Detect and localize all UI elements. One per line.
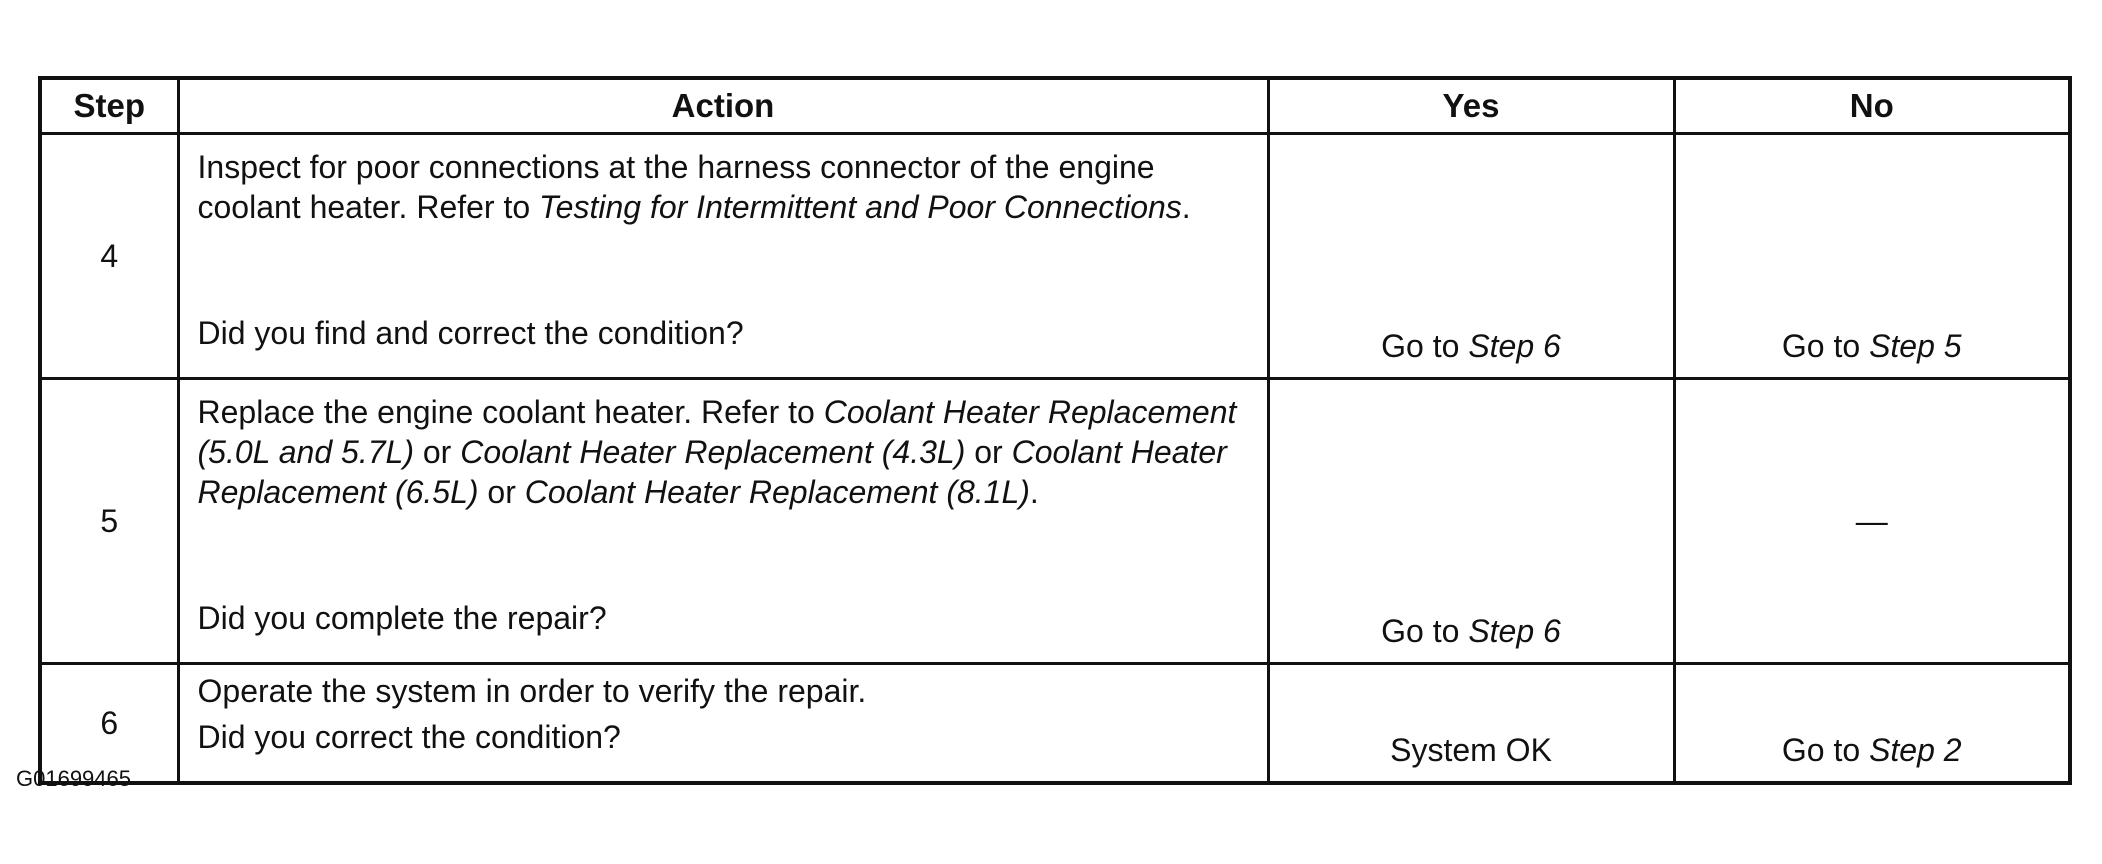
action-cell: [178, 379, 1268, 664]
no-result: [1674, 664, 2070, 784]
not-applicable-dash: —: [1855, 502, 1888, 539]
header-yes: Yes: [1268, 78, 1674, 134]
header-step: Step: [40, 78, 178, 134]
result-prefix: Go to: [1781, 732, 1870, 768]
action-question: Did you complete the repair?: [197, 600, 607, 636]
yes-result: [1268, 379, 1674, 664]
action-instruction: [198, 392, 1251, 512]
action-text: or: [478, 474, 525, 510]
header-action: Action: [178, 78, 1268, 134]
yes-result: [1268, 664, 1674, 784]
procedure-reference-link[interactable]: Coolant Heater Replacement (4.3L): [460, 434, 966, 470]
action-question: Did you find and correct the condition?: [197, 315, 744, 351]
action-text: Inspect for poor connections at the harness connector of the engine coolant heater. Refer to: [197, 149, 1155, 225]
table-row: [40, 664, 2070, 784]
table-row: [40, 379, 2070, 664]
result-prefix: Go to: [1781, 328, 1870, 364]
action-instruction: Operate the system in order to verify the repair.: [197, 673, 867, 709]
header-row: [40, 78, 2070, 134]
step-number: 5: [40, 379, 178, 664]
no-result: [1674, 379, 2070, 664]
diagnostic-table: [38, 76, 2072, 785]
procedure-reference-link[interactable]: Coolant Heater Replacement (6.5L): [197, 434, 1227, 510]
action-question: Did you correct the condition?: [197, 719, 621, 755]
result-prefix: Go to: [1381, 328, 1469, 364]
figure-code: G01699465: [16, 766, 131, 791]
result-text: System OK: [1390, 732, 1552, 768]
table-row: [40, 134, 2070, 379]
procedure-reference-link[interactable]: Testing for Intermittent and Poor Connections: [539, 189, 1182, 225]
action-instruction: [198, 147, 1251, 227]
step-number: 6: [40, 664, 178, 784]
action-text: or: [965, 434, 1012, 470]
procedure-reference-link[interactable]: Coolant Heater Replacement (5.0L and 5.7L): [197, 394, 1237, 470]
step-reference-link[interactable]: Step 6: [1468, 613, 1561, 649]
action-cell: [178, 134, 1268, 379]
procedure-reference-link[interactable]: Coolant Heater Replacement (8.1L): [524, 474, 1030, 510]
action-text: or: [413, 434, 461, 470]
step-reference-link[interactable]: Step 6: [1468, 328, 1561, 364]
header-no: No: [1674, 78, 2070, 134]
result-prefix: Go to: [1381, 613, 1469, 649]
no-result: [1674, 134, 2070, 379]
action-text: Replace the engine coolant heater. Refer to: [197, 394, 824, 430]
step-reference-link[interactable]: Step 2: [1869, 732, 1962, 768]
action-text: .: [1181, 189, 1191, 225]
step-number: 4: [40, 134, 178, 379]
action-text: .: [1029, 474, 1039, 510]
step-reference-link[interactable]: Step 5: [1869, 328, 1962, 364]
action-cell: [178, 664, 1268, 784]
yes-result: [1268, 134, 1674, 379]
